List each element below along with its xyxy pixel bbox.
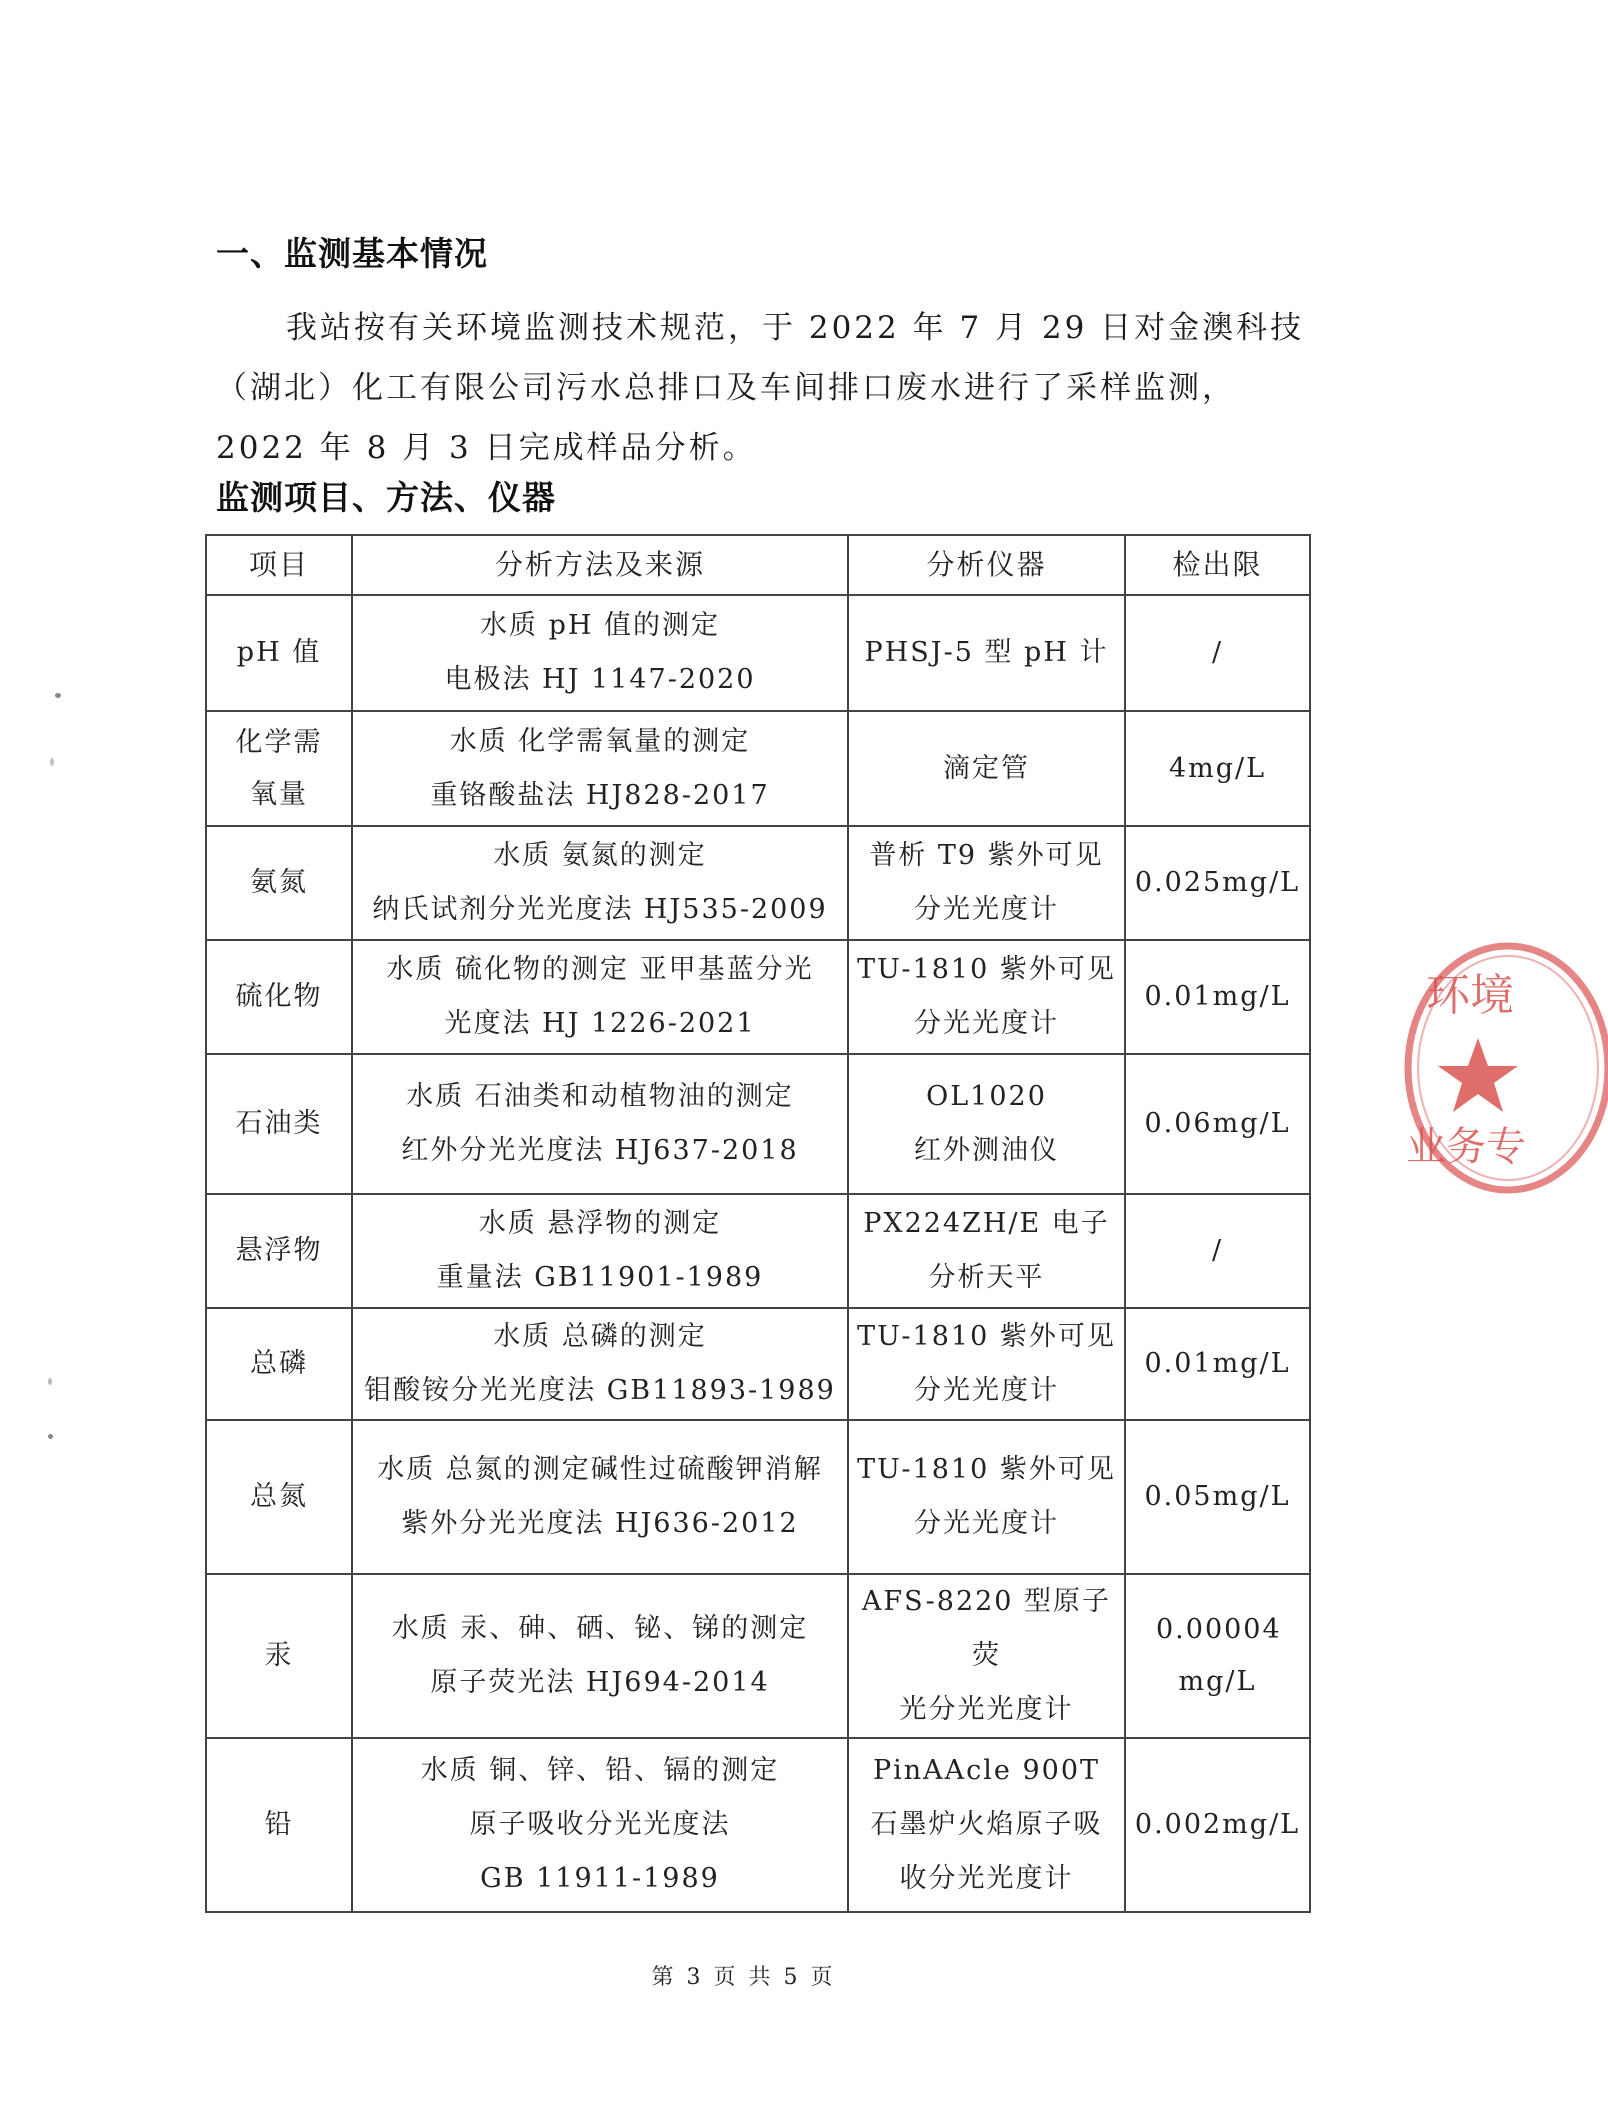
cell-method	[352, 1308, 848, 1420]
cell-item: 化学需氧量	[206, 711, 352, 826]
svg-text:业务专: 业务专	[1406, 1124, 1526, 1170]
cell-item: 氨氮	[206, 826, 352, 940]
cell-instrument	[848, 1738, 1125, 1912]
cell-item: 硫化物	[206, 940, 352, 1054]
instrument-line: TU-1810 紫外可见	[857, 954, 1116, 985]
cell-limit: /	[1125, 595, 1310, 711]
header-instrument: 分析仪器	[848, 535, 1125, 595]
cell-limit: /	[1125, 1194, 1310, 1308]
table-row	[206, 1574, 1310, 1738]
instrument-line: 分析天平	[928, 1262, 1045, 1293]
cell-limit: 0.01mg/L	[1125, 940, 1310, 1054]
cell-instrument	[848, 826, 1125, 940]
instrument-line: 分光光度计	[914, 1008, 1059, 1039]
table-row	[206, 595, 1310, 711]
table-row	[206, 826, 1310, 940]
method-line: 纳氏试剂分光光度法 HJ535-2009	[372, 894, 828, 925]
table-row	[206, 1194, 1310, 1308]
cell-method	[352, 1420, 848, 1574]
method-line: 水质 总氮的测定碱性过硫酸钾消解	[377, 1454, 823, 1485]
method-line: 水质 铜、锌、铅、镉的测定	[420, 1755, 780, 1786]
instrument-line: 普析 T9 紫外可见	[869, 840, 1104, 871]
cell-limit: 0.025mg/L	[1125, 826, 1310, 940]
cell-instrument	[848, 1308, 1125, 1420]
cell-method	[352, 595, 848, 711]
header-item: 项目	[206, 535, 352, 595]
cell-instrument	[848, 595, 1125, 711]
cell-limit: 0.002mg/L	[1125, 1738, 1310, 1912]
method-line: 原子荧光法 HJ694-2014	[430, 1667, 770, 1698]
instrument-line: TU-1810 紫外可见	[857, 1321, 1116, 1352]
official-seal-stamp	[1398, 938, 1608, 1198]
svg-text:环境: 环境	[1426, 970, 1514, 1021]
scan-speck	[48, 1378, 52, 1385]
method-line: 水质 硫化物的测定 亚甲基蓝分光	[386, 954, 814, 985]
instrument-line: AFS-8220 型原子荧	[861, 1586, 1112, 1671]
method-line: 水质 化学需氧量的测定	[449, 725, 751, 757]
cell-limit: 4mg/L	[1125, 711, 1310, 826]
instrument-line: PX224ZH/E 电子	[863, 1208, 1110, 1239]
cell-instrument	[848, 940, 1125, 1054]
scan-speck	[55, 693, 61, 698]
method-line: 原子吸收分光光度法	[469, 1809, 731, 1840]
table-row	[206, 1738, 1310, 1912]
section-heading: 一、监测基本情况	[216, 234, 488, 273]
method-line: 重铬酸盐法 HJ828-2017	[430, 779, 770, 811]
method-line: 水质 氨氮的测定	[493, 840, 707, 871]
table-header-row	[206, 535, 1310, 595]
cell-method	[352, 1194, 848, 1308]
method-line: 光度法 HJ 1226-2021	[444, 1008, 756, 1039]
instrument-line: 分光光度计	[914, 894, 1059, 925]
cell-item: 汞	[206, 1574, 352, 1738]
instrument-line: 石墨炉火焰原子吸	[870, 1809, 1103, 1840]
cell-method	[352, 1738, 848, 1912]
cell-method	[352, 1574, 848, 1738]
instrument-line: 滴定管	[943, 752, 1030, 784]
cell-method	[352, 711, 848, 826]
instrument-line: 红外测油仪	[914, 1135, 1059, 1166]
instrument-line: TU-1810 紫外可见	[857, 1454, 1116, 1485]
instrument-line: 分光光度计	[914, 1508, 1059, 1539]
cell-instrument	[848, 711, 1125, 826]
header-method: 分析方法及来源	[352, 535, 848, 595]
cell-item: 总磷	[206, 1308, 352, 1420]
method-line: 红外分光光度法 HJ637-2018	[401, 1135, 799, 1166]
method-line: 电极法 HJ 1147-2020	[444, 664, 756, 695]
cell-instrument	[848, 1574, 1125, 1738]
method-line: GB 11911-1989	[480, 1863, 720, 1894]
cell-item: 铅	[206, 1738, 352, 1912]
scan-speck	[50, 758, 54, 766]
table-row	[206, 1054, 1310, 1194]
intro-text: 我站按有关环境监测技术规范，于 2022 年 7 月 29 日对金澳科技（湖北）化工有限公司污水总排口及车间排口废水进行了采样监测，2022 年 8 月 3 日完成样品分析。	[216, 310, 1305, 466]
methods-table-body	[206, 595, 1310, 1912]
method-line: 紫外分光光度法 HJ636-2012	[401, 1508, 799, 1539]
instrument-line: 分光光度计	[914, 1375, 1059, 1406]
cell-method	[352, 826, 848, 940]
cell-limit: 0.05mg/L	[1125, 1420, 1310, 1574]
cell-item: 总氮	[206, 1420, 352, 1574]
table-row	[206, 711, 1310, 826]
page-number: 第 3 页 共 5 页	[651, 1965, 836, 1990]
method-line: 水质 汞、砷、硒、铋、锑的测定	[391, 1613, 809, 1644]
instrument-line: PHSJ-5 型 pH 计	[864, 637, 1109, 668]
header-limit: 检出限	[1125, 535, 1310, 595]
cell-method	[352, 1054, 848, 1194]
intro-paragraph	[216, 298, 1306, 478]
instrument-line: PinAAcle 900T	[872, 1755, 1101, 1786]
method-line: 水质 pH 值的测定	[480, 610, 720, 641]
table-row	[206, 940, 1310, 1054]
cell-instrument	[848, 1054, 1125, 1194]
method-line: 水质 石油类和动植物油的测定	[406, 1081, 794, 1112]
cell-instrument	[848, 1194, 1125, 1308]
cell-item: 悬浮物	[206, 1194, 352, 1308]
methods-heading: 监测项目、方法、仪器	[216, 478, 556, 517]
method-line: 水质 悬浮物的测定	[478, 1208, 722, 1239]
method-line: 钼酸铵分光光度法 GB11893-1989	[364, 1375, 836, 1406]
table-row	[206, 1420, 1310, 1574]
table-row	[206, 1308, 1310, 1420]
method-line: 重量法 GB11901-1989	[436, 1262, 764, 1293]
methods-table	[205, 534, 1311, 1913]
instrument-line: 收分光光度计	[899, 1863, 1074, 1894]
cell-limit: 0.00004 mg/L	[1125, 1574, 1310, 1738]
cell-limit: 0.01mg/L	[1125, 1308, 1310, 1420]
method-line: 水质 总磷的测定	[493, 1321, 707, 1352]
cell-method	[352, 940, 848, 1054]
instrument-line: 光分光光度计	[899, 1694, 1074, 1725]
cell-instrument	[848, 1420, 1125, 1574]
cell-item: pH 值	[206, 595, 352, 711]
cell-item: 石油类	[206, 1054, 352, 1194]
scan-speck	[48, 1434, 53, 1439]
cell-limit: 0.06mg/L	[1125, 1054, 1310, 1194]
instrument-line: OL1020	[926, 1081, 1047, 1112]
